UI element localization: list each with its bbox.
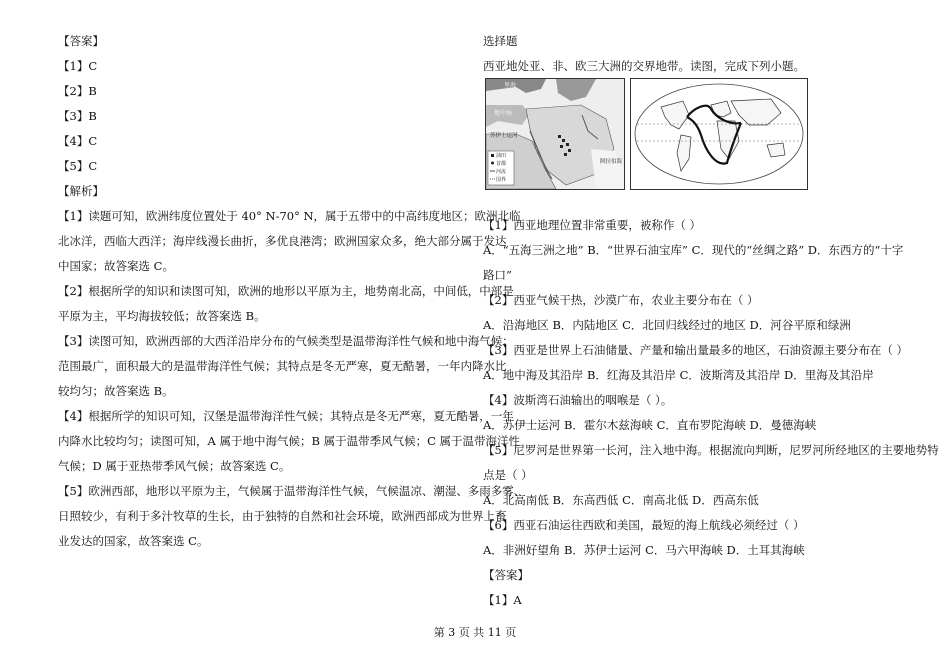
question-5: 【5】尼罗河是世界第一长河，注入地中海。根据流向判断，尼罗河所经地区的主要地势特 (483, 443, 939, 457)
analysis-heading: 【解析】 (58, 184, 104, 198)
analysis-line: 范围最广，面积最大的是温带海洋性气候；其特点是冬无严寒，夏无酷暑，一年内降水比 (58, 359, 507, 373)
answer-heading: 【答案】 (58, 34, 104, 48)
question-4-options: A．苏伊士运河 B．霍尔木兹海峡 C．直布罗陀海峡 D．曼德海峡 (483, 418, 817, 432)
question-1-options: A．“五海三洲之地” B．“世界石油宝库” C．现代的“丝绸之路” D．东西方的“十字 (483, 243, 904, 257)
question-6: 【6】西亚石油运往西欧和美国，最短的海上航线必须经过（ ） (483, 518, 805, 532)
page-footer: 第 3 页 共 11 页 (433, 626, 517, 639)
analysis-line: 【4】根据所学的知识可知，汉堡是温带海洋性气候；其特点是冬无严寒，夏无酷暑，一年 (58, 409, 514, 423)
map-label: 里海 (504, 82, 517, 89)
map-label: 阿拉伯海 (600, 159, 623, 165)
intro-text: 西亚地处亚、非、欧三大洲的交界地带。读图，完成下列小题。 (483, 59, 805, 73)
answer-item: 【5】C (58, 159, 98, 173)
legend-label: 首都 (496, 161, 507, 167)
world-route-map (630, 78, 808, 190)
map-label: 地中海 (494, 110, 513, 117)
question-4: 【4】波斯湾石油输出的咽喉是（ ）。 (483, 393, 673, 407)
world-route-map-drawing (631, 79, 807, 189)
answer-item: 【3】B (58, 109, 97, 123)
answer-heading-right: 【答案】 (483, 568, 529, 582)
analysis-line: 中国家；故答案选 C。 (58, 259, 174, 273)
question-3: 【3】西亚是世界上石油储量、产量和输出量最多的地区，石油资源主要分布在（ ） (483, 343, 908, 357)
answer-item: 【1】C (58, 59, 98, 73)
analysis-line: 【2】根据所学的知识和读图可知，欧洲的地形以平原为主，地势南北高，中间低，中部是 (58, 284, 514, 298)
analysis-line: 【1】读题可知，欧洲纬度位置处于 40° N-70° N，属于五带中的中高纬度地区；欧洲北临 (58, 209, 521, 223)
analysis-line: 业发达的国家，故答案选 C。 (58, 534, 209, 548)
analysis-line: 【5】欧洲西部，地形以平原为主，气候属于温带海洋性气候，气候温凉、潮湿、多雨多雾、 (58, 484, 526, 498)
question-5-options: A．北高南低 B．东高西低 C．南高北低 D．西高东低 (483, 493, 759, 507)
analysis-line: 气候；D 属于亚热带季风气候；故答案选 C。 (58, 459, 291, 473)
legend-label: 河流 (496, 169, 507, 175)
analysis-line: 【3】读图可知，欧洲西部的大西洋沿岸分布的气候类型是温带海洋性气候和地中海气候； (58, 334, 514, 348)
question-2-options: A．沿海地区 B．内陆地区 C．北回归线经过的地区 D．河谷平原和绿洲 (483, 318, 851, 332)
answer-item: 【4】C (58, 134, 98, 148)
section-title: 选择题 (483, 34, 518, 48)
question-1-options-cont: 路口” (483, 268, 512, 282)
answer-item-right: 【1】A (483, 593, 522, 607)
question-3-options: A．地中海及其沿岸 B．红海及其沿岸 C．波斯湾及其沿岸 D．里海及其沿岸 (483, 368, 874, 382)
question-6-options: A．非洲好望角 B．苏伊士运河 C．马六甲海峡 D．土耳其海峡 (483, 543, 805, 557)
answer-item: 【2】B (58, 84, 97, 98)
analysis-line: 内降水比较均匀；读图可知，A 属于地中海气候；B 属于温带季风气候；C 属于温带海洋性 (58, 434, 521, 448)
question-5-cont: 点是（ ） (483, 468, 533, 482)
west-asia-map-drawing (486, 79, 624, 189)
legend-label: 油田 (496, 153, 507, 159)
analysis-line: 日照较少，有利于多汁牧草的生长，由于独特的自然和社会环境，欧洲西部成为世界上畜 (58, 509, 507, 523)
analysis-line: 北冰洋，西临大西洋；海岸线漫长曲折，多优良港湾；欧洲国家众多，绝大部分属于发达 (58, 234, 507, 248)
question-2: 【2】西亚气候干热，沙漠广布，农业主要分布在（ ） (483, 293, 759, 307)
question-1: 【1】西亚地理位置非常重要，被称作（ ） (483, 218, 701, 232)
map-label: 苏伊士运河 (490, 133, 518, 139)
legend-label: 国界 (496, 177, 507, 183)
analysis-line: 较均匀；故答案选 B。 (58, 384, 174, 398)
west-asia-map (485, 78, 625, 190)
analysis-line: 平原为主，平均海拔较低；故答案选 B。 (58, 309, 266, 323)
